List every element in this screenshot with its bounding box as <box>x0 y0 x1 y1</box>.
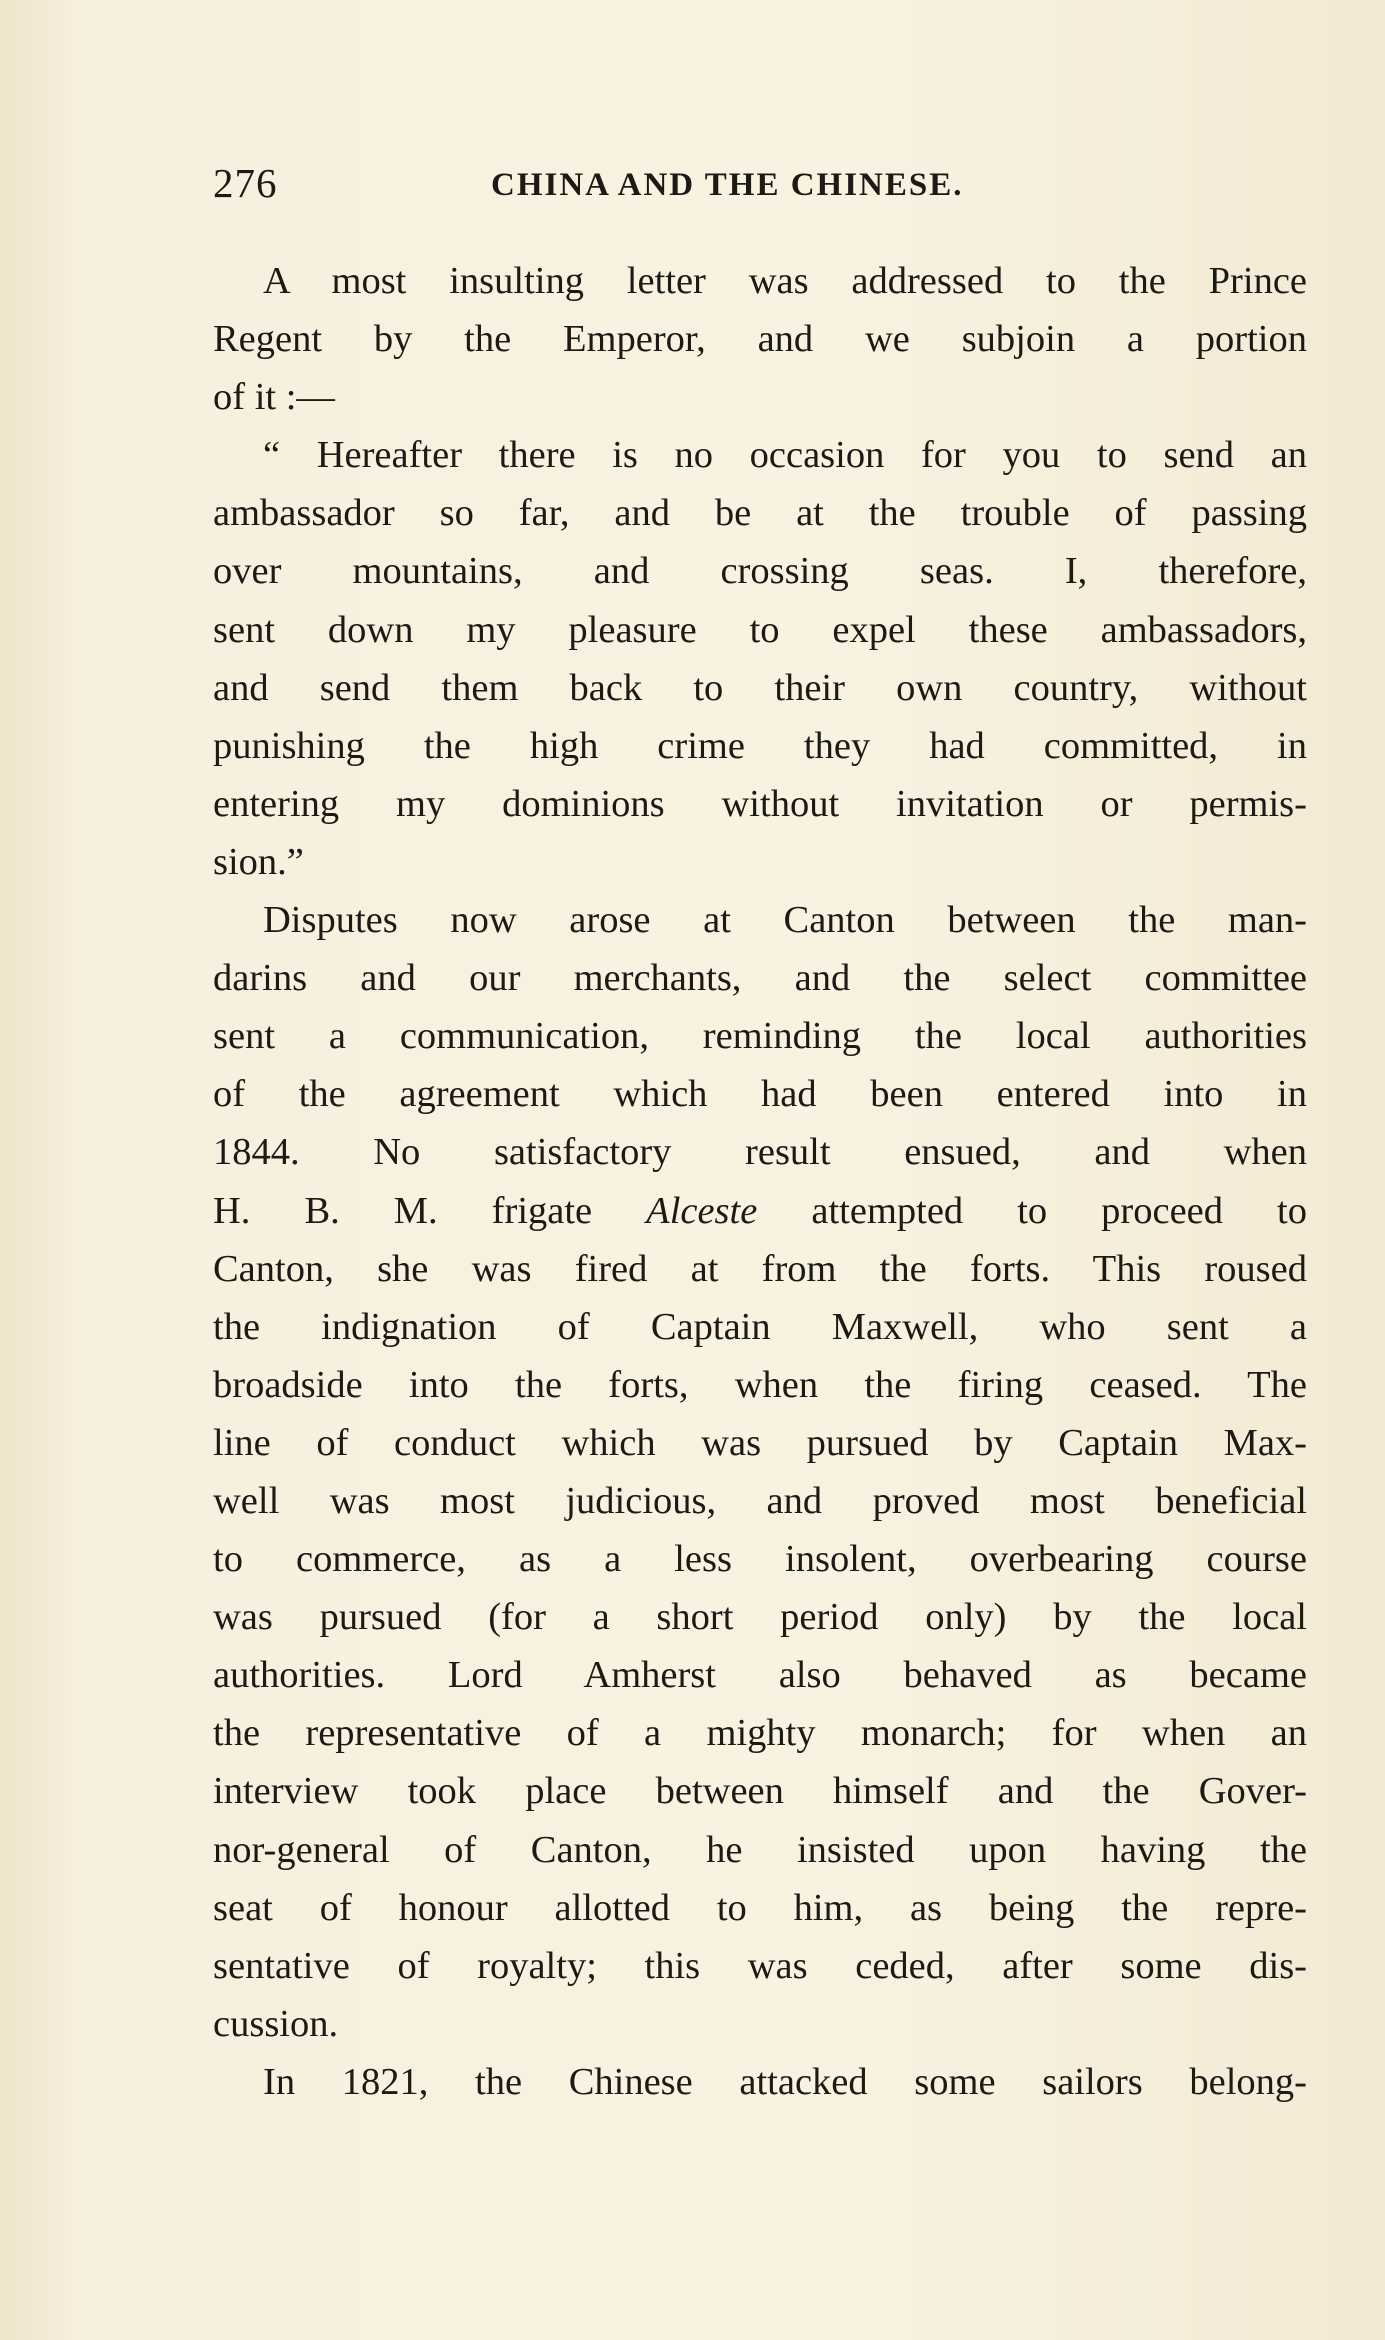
text-line: of the agreement which had been entered into in <box>213 1073 1307 1116</box>
text-line: A most insulting letter was addressed to the Prince <box>263 260 1307 302</box>
text-line: well was most judicious, and proved most beneficial <box>213 1479 1307 1522</box>
page-number: 276 <box>213 160 278 206</box>
text-line: broadside into the forts, when the firing ceased. The <box>213 1363 1307 1406</box>
text-line: darins and our merchants, and the select committee <box>213 957 1307 1000</box>
text-line: authorities. Lord Amherst also behaved as became <box>213 1654 1307 1697</box>
text-line: interview took place between himself and the Gover- <box>213 1770 1307 1813</box>
text-line: Canton, she was fired at from the forts. This roused <box>213 1247 1307 1290</box>
running-head <box>213 158 1043 208</box>
text-line: In 1821, the Chinese attacked some sailors belong- <box>263 2060 1307 2103</box>
quote-line: sent down my pleasure to expel these ambassadors, <box>213 608 1307 651</box>
text-segment: attempted to proceed to <box>757 1189 1307 1232</box>
running-title: CHINA AND THE CHINESE. <box>491 167 964 203</box>
text-line: the representative of a mighty monarch; for when an <box>213 1712 1307 1755</box>
text-segment: H. B. M. frigate <box>213 1189 647 1232</box>
text-line: was pursued (for a short period only) by the local <box>213 1596 1307 1639</box>
text-line: line of conduct which was pursued by Captain Max- <box>213 1421 1307 1464</box>
text-line: sent a communication, reminding the local authorities <box>213 1015 1307 1058</box>
text-line: Disputes now arose at Canton between the man- <box>263 899 1307 942</box>
text-line: Regent by the Emperor, and we subjoin a portion <box>213 318 1307 361</box>
quote-line: over mountains, and crossing seas. I, therefore, <box>213 550 1307 593</box>
text-line: cussion. <box>213 2002 339 2045</box>
quote-line: punishing the high crime they had committed, in <box>213 724 1307 767</box>
text-line: of it :— <box>213 376 335 419</box>
quote-line: ambassador so far, and be at the trouble of passing <box>213 492 1307 535</box>
text-line <box>213 1182 1307 1240</box>
text-line: sentative of royalty; this was ceded, after some dis- <box>213 1944 1307 1987</box>
text-line: nor-general of Canton, he insisted upon having the <box>213 1828 1307 1871</box>
text-line: 1844. No satisfactory result ensued, and when <box>213 1131 1307 1174</box>
quote-line: sion.” <box>213 840 304 883</box>
quote-line: “ Hereafter there is no occasion for you to send an <box>263 434 1307 477</box>
text-line: seat of honour allotted to him, as being the repre- <box>213 1886 1307 1929</box>
quote-line: entering my dominions without invitation or permis- <box>213 782 1307 825</box>
body-text <box>213 252 1307 2111</box>
ship-name: Alceste <box>646 1189 758 1232</box>
text-line: to commerce, as a less insolent, overbearing course <box>213 1538 1307 1581</box>
text-line: the indignation of Captain Maxwell, who sent a <box>213 1305 1307 1348</box>
quote-line: and send them back to their own country, without <box>213 666 1307 709</box>
